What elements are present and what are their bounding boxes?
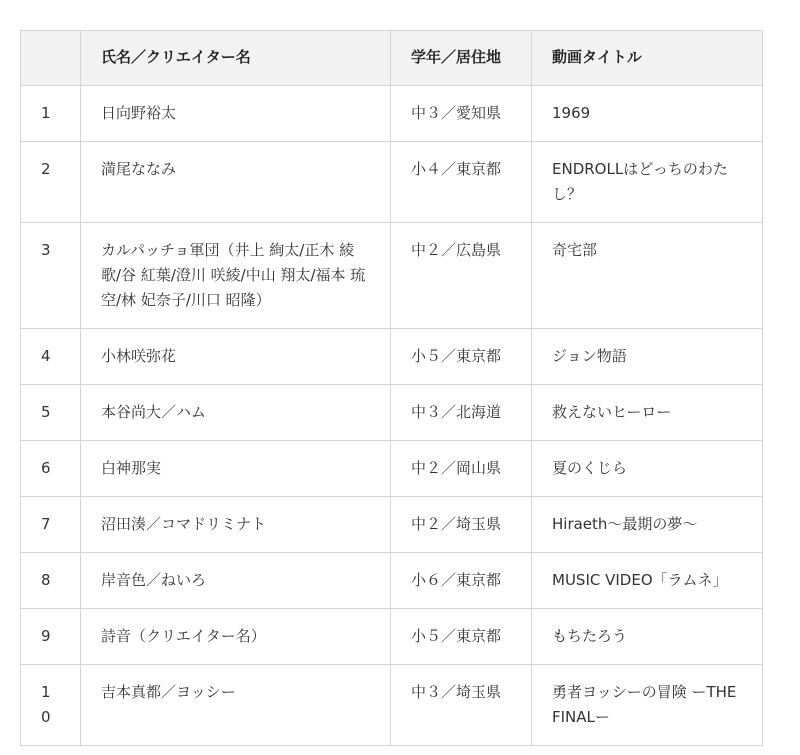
row-name: 日向野裕太 bbox=[81, 86, 391, 142]
row-number: 10 bbox=[21, 665, 81, 746]
table-row bbox=[21, 497, 763, 553]
header-row bbox=[21, 31, 763, 86]
row-grade-residence: 小４／東京都 bbox=[391, 142, 532, 223]
table-row bbox=[21, 86, 763, 142]
row-grade-residence: 中３／愛知県 bbox=[391, 86, 532, 142]
table-row bbox=[21, 223, 763, 329]
row-grade-residence: 中２／埼玉県 bbox=[391, 497, 532, 553]
row-grade-residence: 中３／北海道 bbox=[391, 385, 532, 441]
row-number: 9 bbox=[21, 609, 81, 665]
row-video-title: 夏のくじら bbox=[532, 441, 763, 497]
row-number: 4 bbox=[21, 329, 81, 385]
row-name: 小林咲弥花 bbox=[81, 329, 391, 385]
table-row bbox=[21, 329, 763, 385]
table-row bbox=[21, 441, 763, 497]
row-number: 6 bbox=[21, 441, 81, 497]
row-name: 詩音（クリエイター名） bbox=[81, 609, 391, 665]
table-row bbox=[21, 142, 763, 223]
row-name: 満尾ななみ bbox=[81, 142, 391, 223]
row-video-title: ジョン物語 bbox=[532, 329, 763, 385]
row-video-title: もちたろう bbox=[532, 609, 763, 665]
row-number: 5 bbox=[21, 385, 81, 441]
row-video-title: MUSIC VIDEO「ラムネ」 bbox=[532, 553, 763, 609]
row-name: 白神那実 bbox=[81, 441, 391, 497]
row-grade-residence: 小６／東京都 bbox=[391, 553, 532, 609]
row-grade-residence: 小５／東京都 bbox=[391, 609, 532, 665]
row-name: 本谷尚大／ハム bbox=[81, 385, 391, 441]
row-video-title: 救えないヒーロー bbox=[532, 385, 763, 441]
row-number: 1 bbox=[21, 86, 81, 142]
row-grade-residence: 中２／岡山県 bbox=[391, 441, 532, 497]
row-grade-residence: 中３／埼玉県 bbox=[391, 665, 532, 746]
table-row bbox=[21, 609, 763, 665]
row-name: 沼田湊／コマドリミナト bbox=[81, 497, 391, 553]
row-video-title: Hiraeth～最期の夢～ bbox=[532, 497, 763, 553]
header-video-title: 動画タイトル bbox=[532, 31, 763, 86]
table-row bbox=[21, 385, 763, 441]
row-number: 2 bbox=[21, 142, 81, 223]
winners-table bbox=[20, 30, 763, 746]
row-number: 3 bbox=[21, 223, 81, 329]
row-video-title: 勇者ヨッシーの冒険 ーTHE FINALー bbox=[532, 665, 763, 746]
row-number: 8 bbox=[21, 553, 81, 609]
row-number: 7 bbox=[21, 497, 81, 553]
table-header bbox=[21, 31, 763, 86]
table-body bbox=[21, 86, 763, 746]
row-grade-residence: 小５／東京都 bbox=[391, 329, 532, 385]
row-video-title: 1969 bbox=[532, 86, 763, 142]
header-name: 氏名／クリエイター名 bbox=[81, 31, 391, 86]
row-video-title: ENDROLLはどっちのわたし？ bbox=[532, 142, 763, 223]
table-row bbox=[21, 553, 763, 609]
row-video-title: 奇宅部 bbox=[532, 223, 763, 329]
row-name: 吉本真都／ヨッシー bbox=[81, 665, 391, 746]
header-grade-residence: 学年／居住地 bbox=[391, 31, 532, 86]
row-grade-residence: 中２／広島県 bbox=[391, 223, 532, 329]
row-name: 岸音色／ねいろ bbox=[81, 553, 391, 609]
row-name: カルパッチョ軍団（井上 絢太/正木 綾歌/谷 紅葉/澄川 咲綾/中山 翔太/福本 琉空/林 妃奈子/川口 昭隆） bbox=[81, 223, 391, 329]
table-row bbox=[21, 665, 763, 746]
header-number bbox=[21, 31, 81, 86]
